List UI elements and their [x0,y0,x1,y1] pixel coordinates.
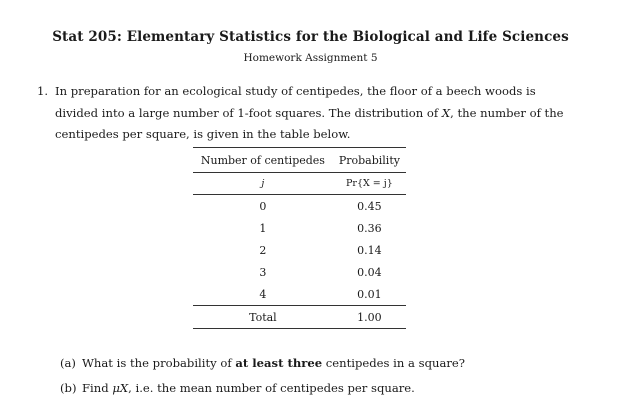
problem-text-part2: , the number of the centipedes per square, is given in the table below. [55,105,564,141]
table-row [193,195,406,218]
subheader-j: j [193,173,333,195]
table-row [193,239,406,261]
problem-number: 1. [37,84,49,98]
page-title: Stat 205: Elementary Statistics for the Biological and Life Sciences [52,29,569,45]
question-a-text-after: centipedes in a square? [322,356,466,370]
problem-variable: X [441,105,451,120]
cell-probability: 0.04 [357,265,382,279]
question-b-label: (b) [60,381,77,395]
header-probability: Probability [333,148,406,173]
question-a [60,356,465,370]
subheader-pr: Pr{X = j} [333,173,406,195]
table-row [193,217,406,239]
question-a-label: (a) [60,356,76,370]
cell-j: 4 [259,287,267,301]
cell-j: 3 [259,265,267,279]
problem-text-part1: In preparation for an ecological study of centipedes, the floor of a beech woods is divided into a large number of 1-foot squares. The distribution of [55,84,536,120]
problem-1 [37,81,582,146]
question-b [60,381,415,395]
question-b-text-after: , i.e. the mean number of centipedes per square. [128,381,415,395]
distribution-table [193,147,406,329]
table-row [193,261,406,283]
problem-text [55,81,582,146]
cell-probability: 0.36 [357,221,382,235]
question-a-emphasis: at least three [235,356,323,370]
cell-probability: 0.01 [357,287,382,301]
cell-j: 1 [259,221,267,235]
question-b-math: μX [112,381,129,395]
cell-probability: 0.45 [357,199,382,213]
table-row [193,283,406,306]
header-number-of-centipedes: Number of centipedes [193,148,333,173]
cell-j: 0 [259,199,267,213]
table-subheader-row [193,173,406,195]
question-a-text-before: What is the probability of [82,356,236,370]
page-subtitle: Homework Assignment 5 [243,52,378,64]
table-total-row [193,306,406,329]
question-b-text-before: Find [82,381,113,395]
total-label: Total [193,306,333,329]
table-header-row [193,148,406,173]
cell-probability: 0.14 [357,243,382,257]
total-value: 1.00 [333,306,406,329]
cell-j: 2 [259,243,267,257]
